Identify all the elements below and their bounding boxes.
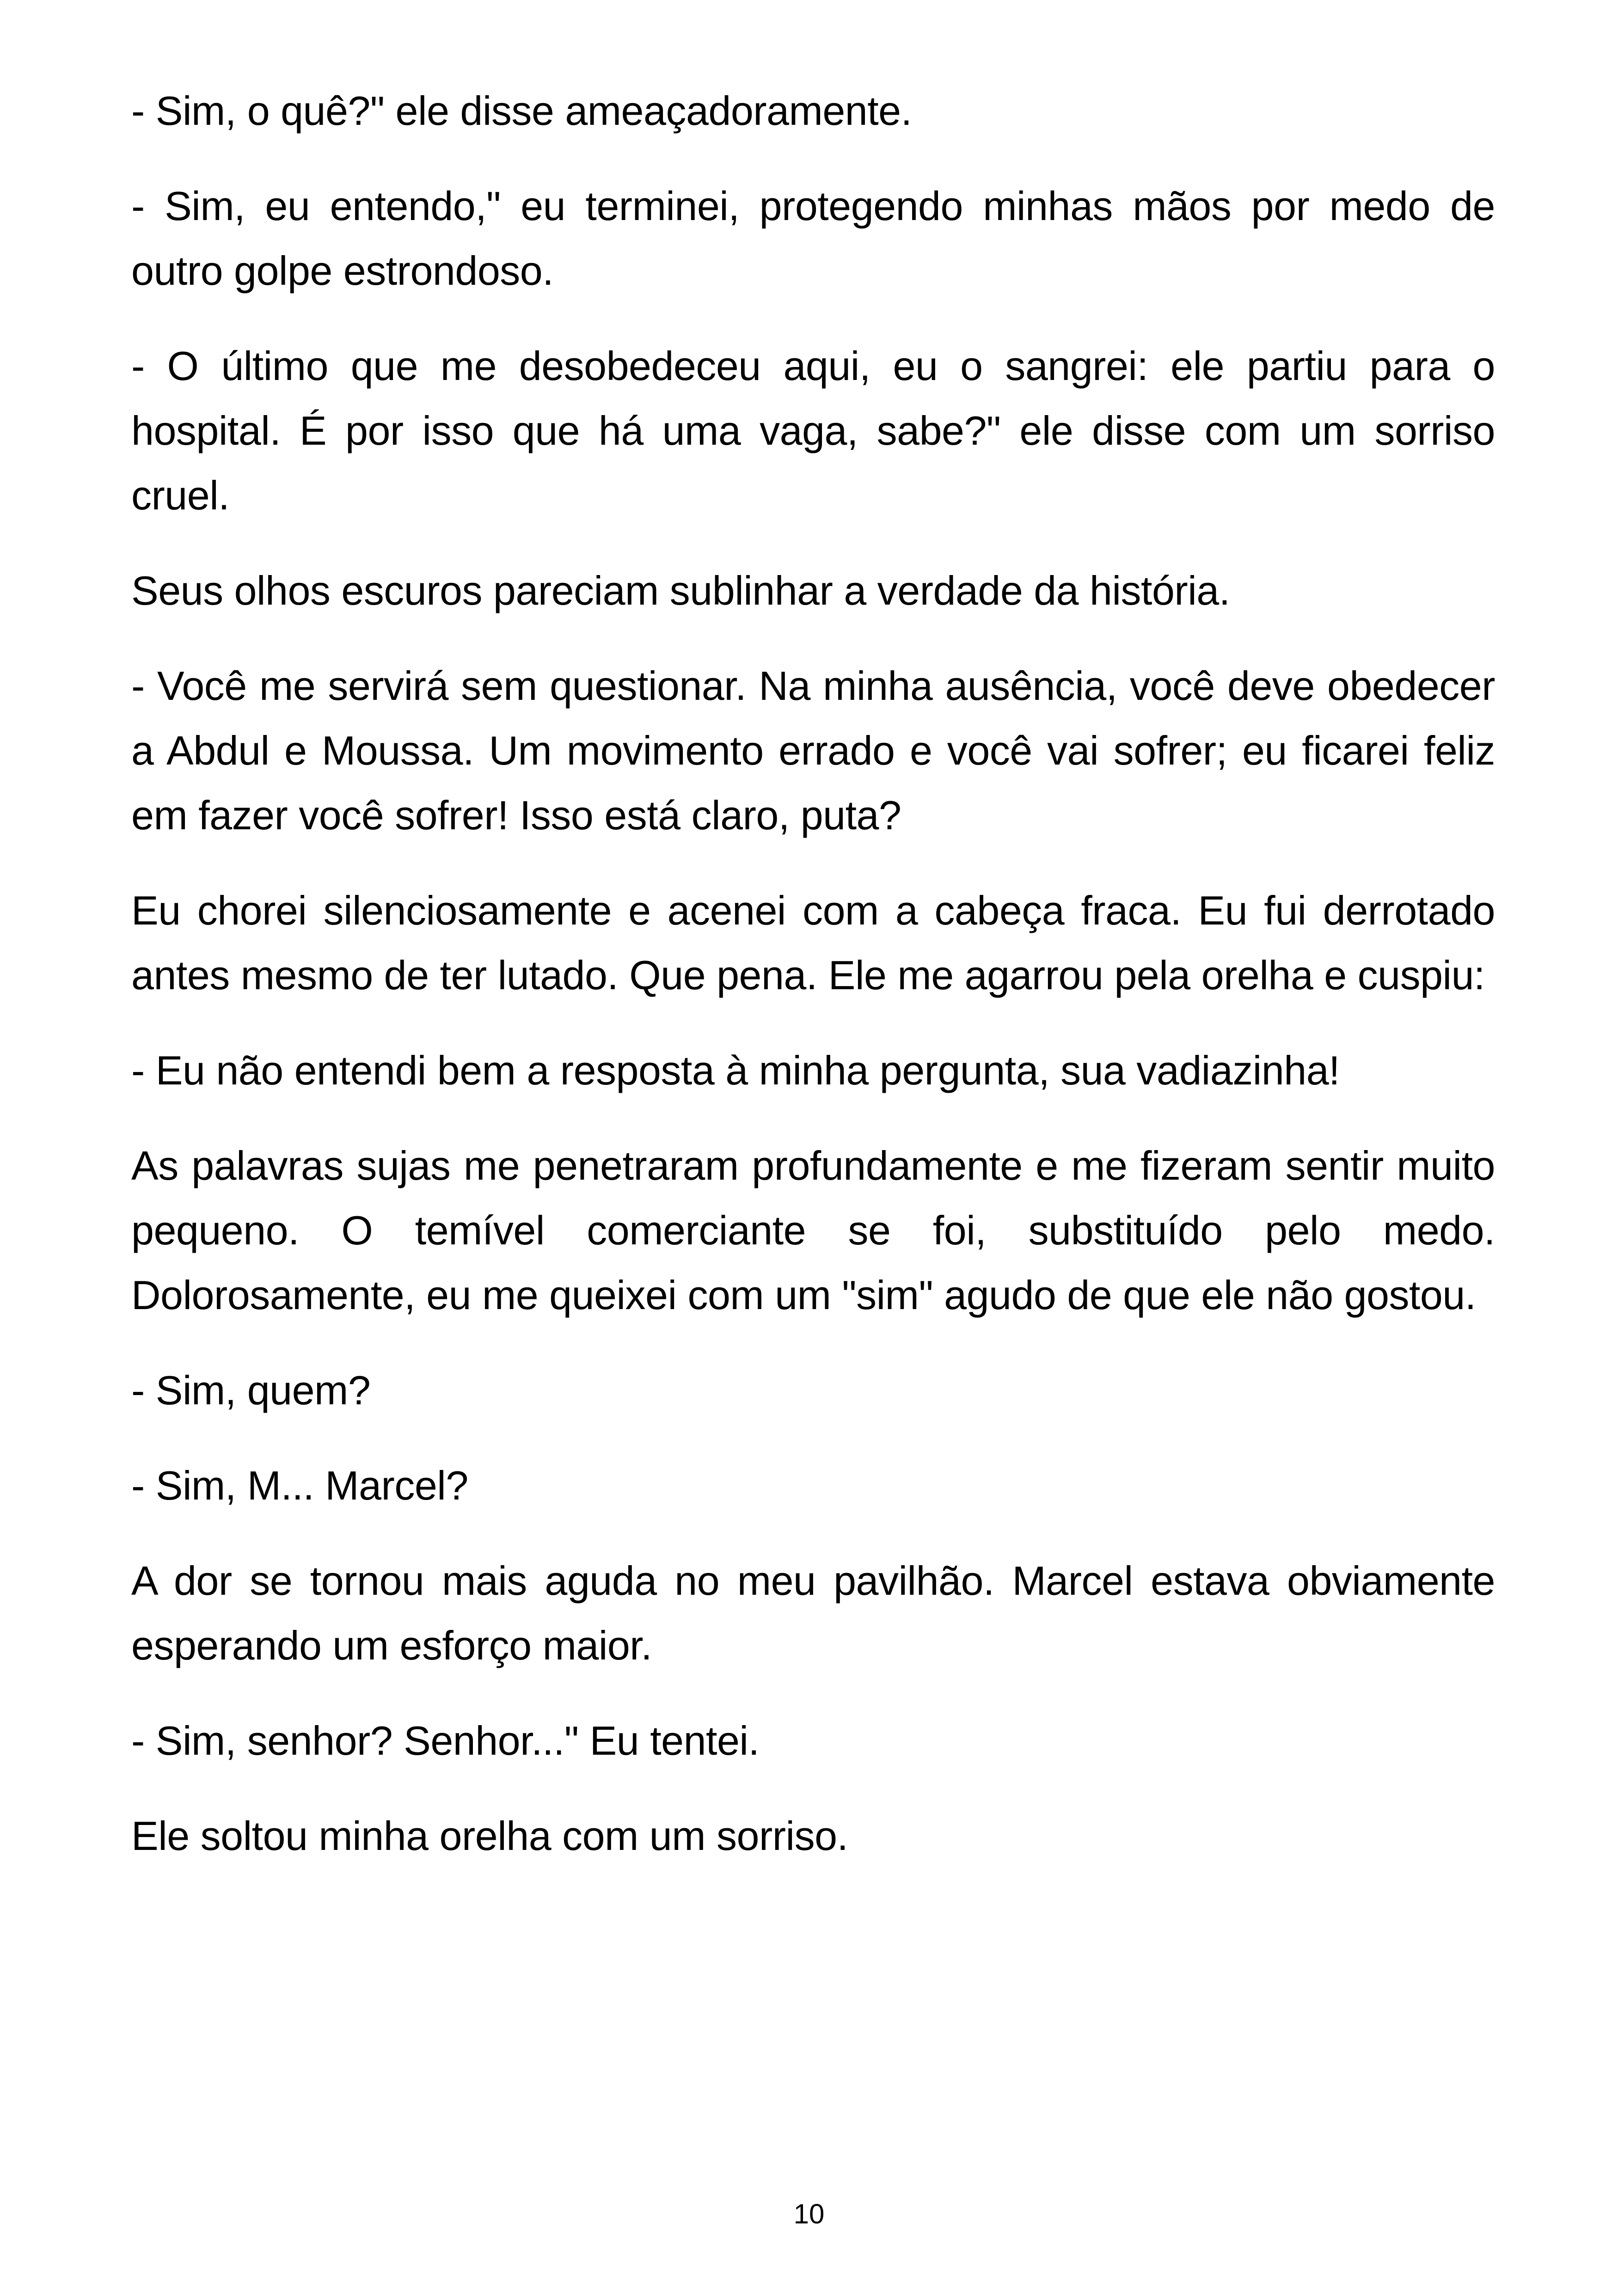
page-number: 10	[793, 2198, 825, 2229]
paragraph: A dor se tornou mais aguda no meu pavilhão. Marcel estava obviamente esperando um esforço maior.	[131, 1558, 1495, 1668]
paragraph: Eu chorei silenciosamente e acenei com a cabeça fraca. Eu fui derrotado antes mesmo de ter lutado. Que pena. Ele me agarrou pela orelha e cuspiu:	[131, 888, 1495, 998]
paragraph: As palavras sujas me penetraram profundamente e me fizeram sentir muito pequeno. O temível comerciante se foi, substituído pelo medo. Dolorosamente, eu me queixei com um "sim" agudo de que ele não gostou.	[131, 1143, 1495, 1318]
paragraph: Ele soltou minha orelha com um sorriso.	[131, 1813, 848, 1859]
paragraph: - Sim, senhor? Senhor..." Eu tentei.	[131, 1718, 760, 1763]
paragraph: - Sim, M... Marcel?	[131, 1463, 468, 1508]
paragraph: Seus olhos escuros pareciam sublinhar a verdade da história.	[131, 568, 1230, 613]
paragraph: - Eu não entendi bem a resposta à minha pergunta, sua vadiazinha!	[131, 1047, 1340, 1093]
paragraph: - Sim, o quê?" ele disse ameaçadoramente.	[131, 88, 912, 134]
paragraph: - Sim, eu entendo," eu terminei, protegendo minhas mãos por medo de outro golpe estrondoso.	[131, 183, 1495, 294]
paragraph: - O último que me desobedeceu aqui, eu o sangrei: ele partiu para o hospital. É por isso que há uma vaga, sabe?" ele disse com um sorriso cruel.	[131, 343, 1495, 518]
text-body	[131, 79, 1495, 1899]
paragraph: - Você me servirá sem questionar. Na minha ausência, você deve obedecer a Abdul e Moussa. Um movimento errado e você vai sofrer; eu ficarei feliz em fazer você sofrer! Isso está claro, puta?	[131, 663, 1495, 838]
paragraph: - Sim, quem?	[131, 1367, 371, 1413]
